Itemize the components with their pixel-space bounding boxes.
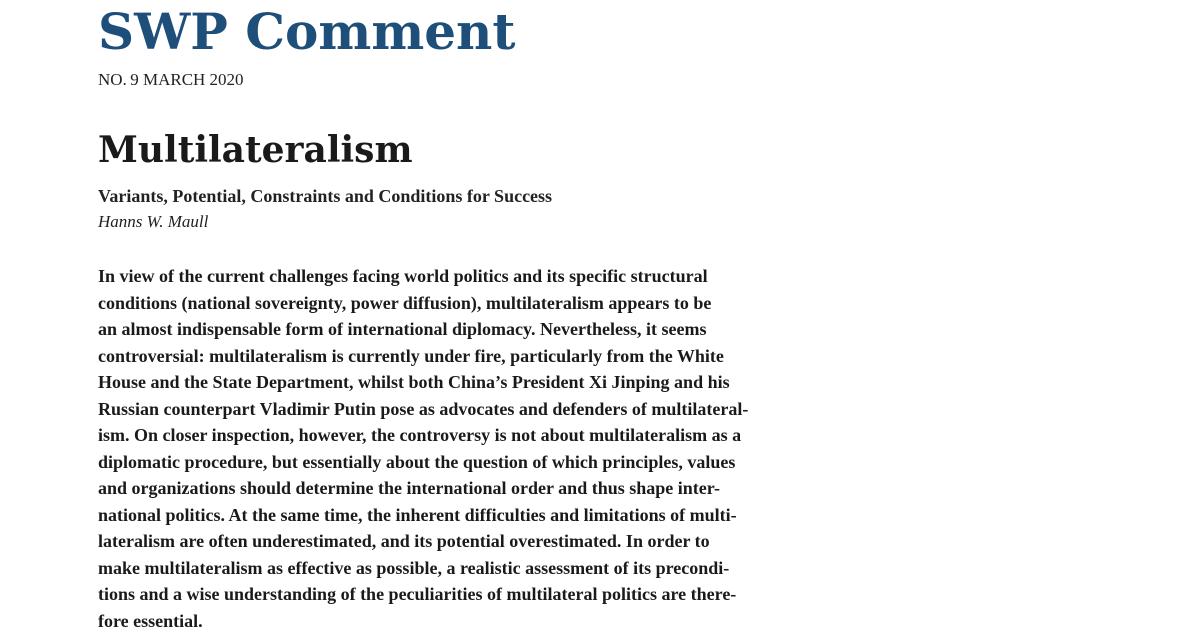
article-subtitle: Variants, Potential, Constraints and Conditions for Success — [98, 185, 552, 207]
abstract — [98, 263, 878, 634]
abstract-line: ism. On closer inspection, however, the controversy is not about multilateralism as a — [98, 422, 878, 449]
abstract-line: conditions (national sovereignty, power diffusion), multilateralism appears to be — [98, 290, 878, 317]
abstract-line: diplomatic procedure, but essentially about the question of which principles, values — [98, 449, 878, 476]
abstract-line: an almost indispensable form of international diplomacy. Nevertheless, it seems — [98, 316, 878, 343]
abstract-line: lateralism are often underestimated, and its potential overestimated. In order to — [98, 528, 878, 555]
abstract-line: controversial: multilateralism is currently under fire, particularly from the White — [98, 343, 878, 370]
abstract-line: and organizations should determine the international order and thus shape inter- — [98, 475, 878, 502]
series-title: SWP Comment — [98, 2, 515, 62]
abstract-line: national politics. At the same time, the inherent difficulties and limitations of multi- — [98, 502, 878, 529]
abstract-line: fore essential. — [98, 608, 878, 634]
abstract-line: In view of the current challenges facing world politics and its specific structural — [98, 263, 878, 290]
article-title: Multilateralism — [98, 128, 413, 172]
abstract-line: Russian counterpart Vladimir Putin pose as advocates and defenders of multilateral- — [98, 396, 878, 423]
issue-number-date: NO. 9 MARCH 2020 — [98, 70, 244, 90]
abstract-line: tions and a wise understanding of the peculiarities of multilateral politics are there- — [98, 581, 878, 608]
article-author: Hanns W. Maull — [98, 211, 208, 233]
abstract-line: House and the State Department, whilst both China’s President Xi Jinping and his — [98, 369, 878, 396]
abstract-line: make multilateralism as effective as possible, a realistic assessment of its precondi- — [98, 555, 878, 582]
